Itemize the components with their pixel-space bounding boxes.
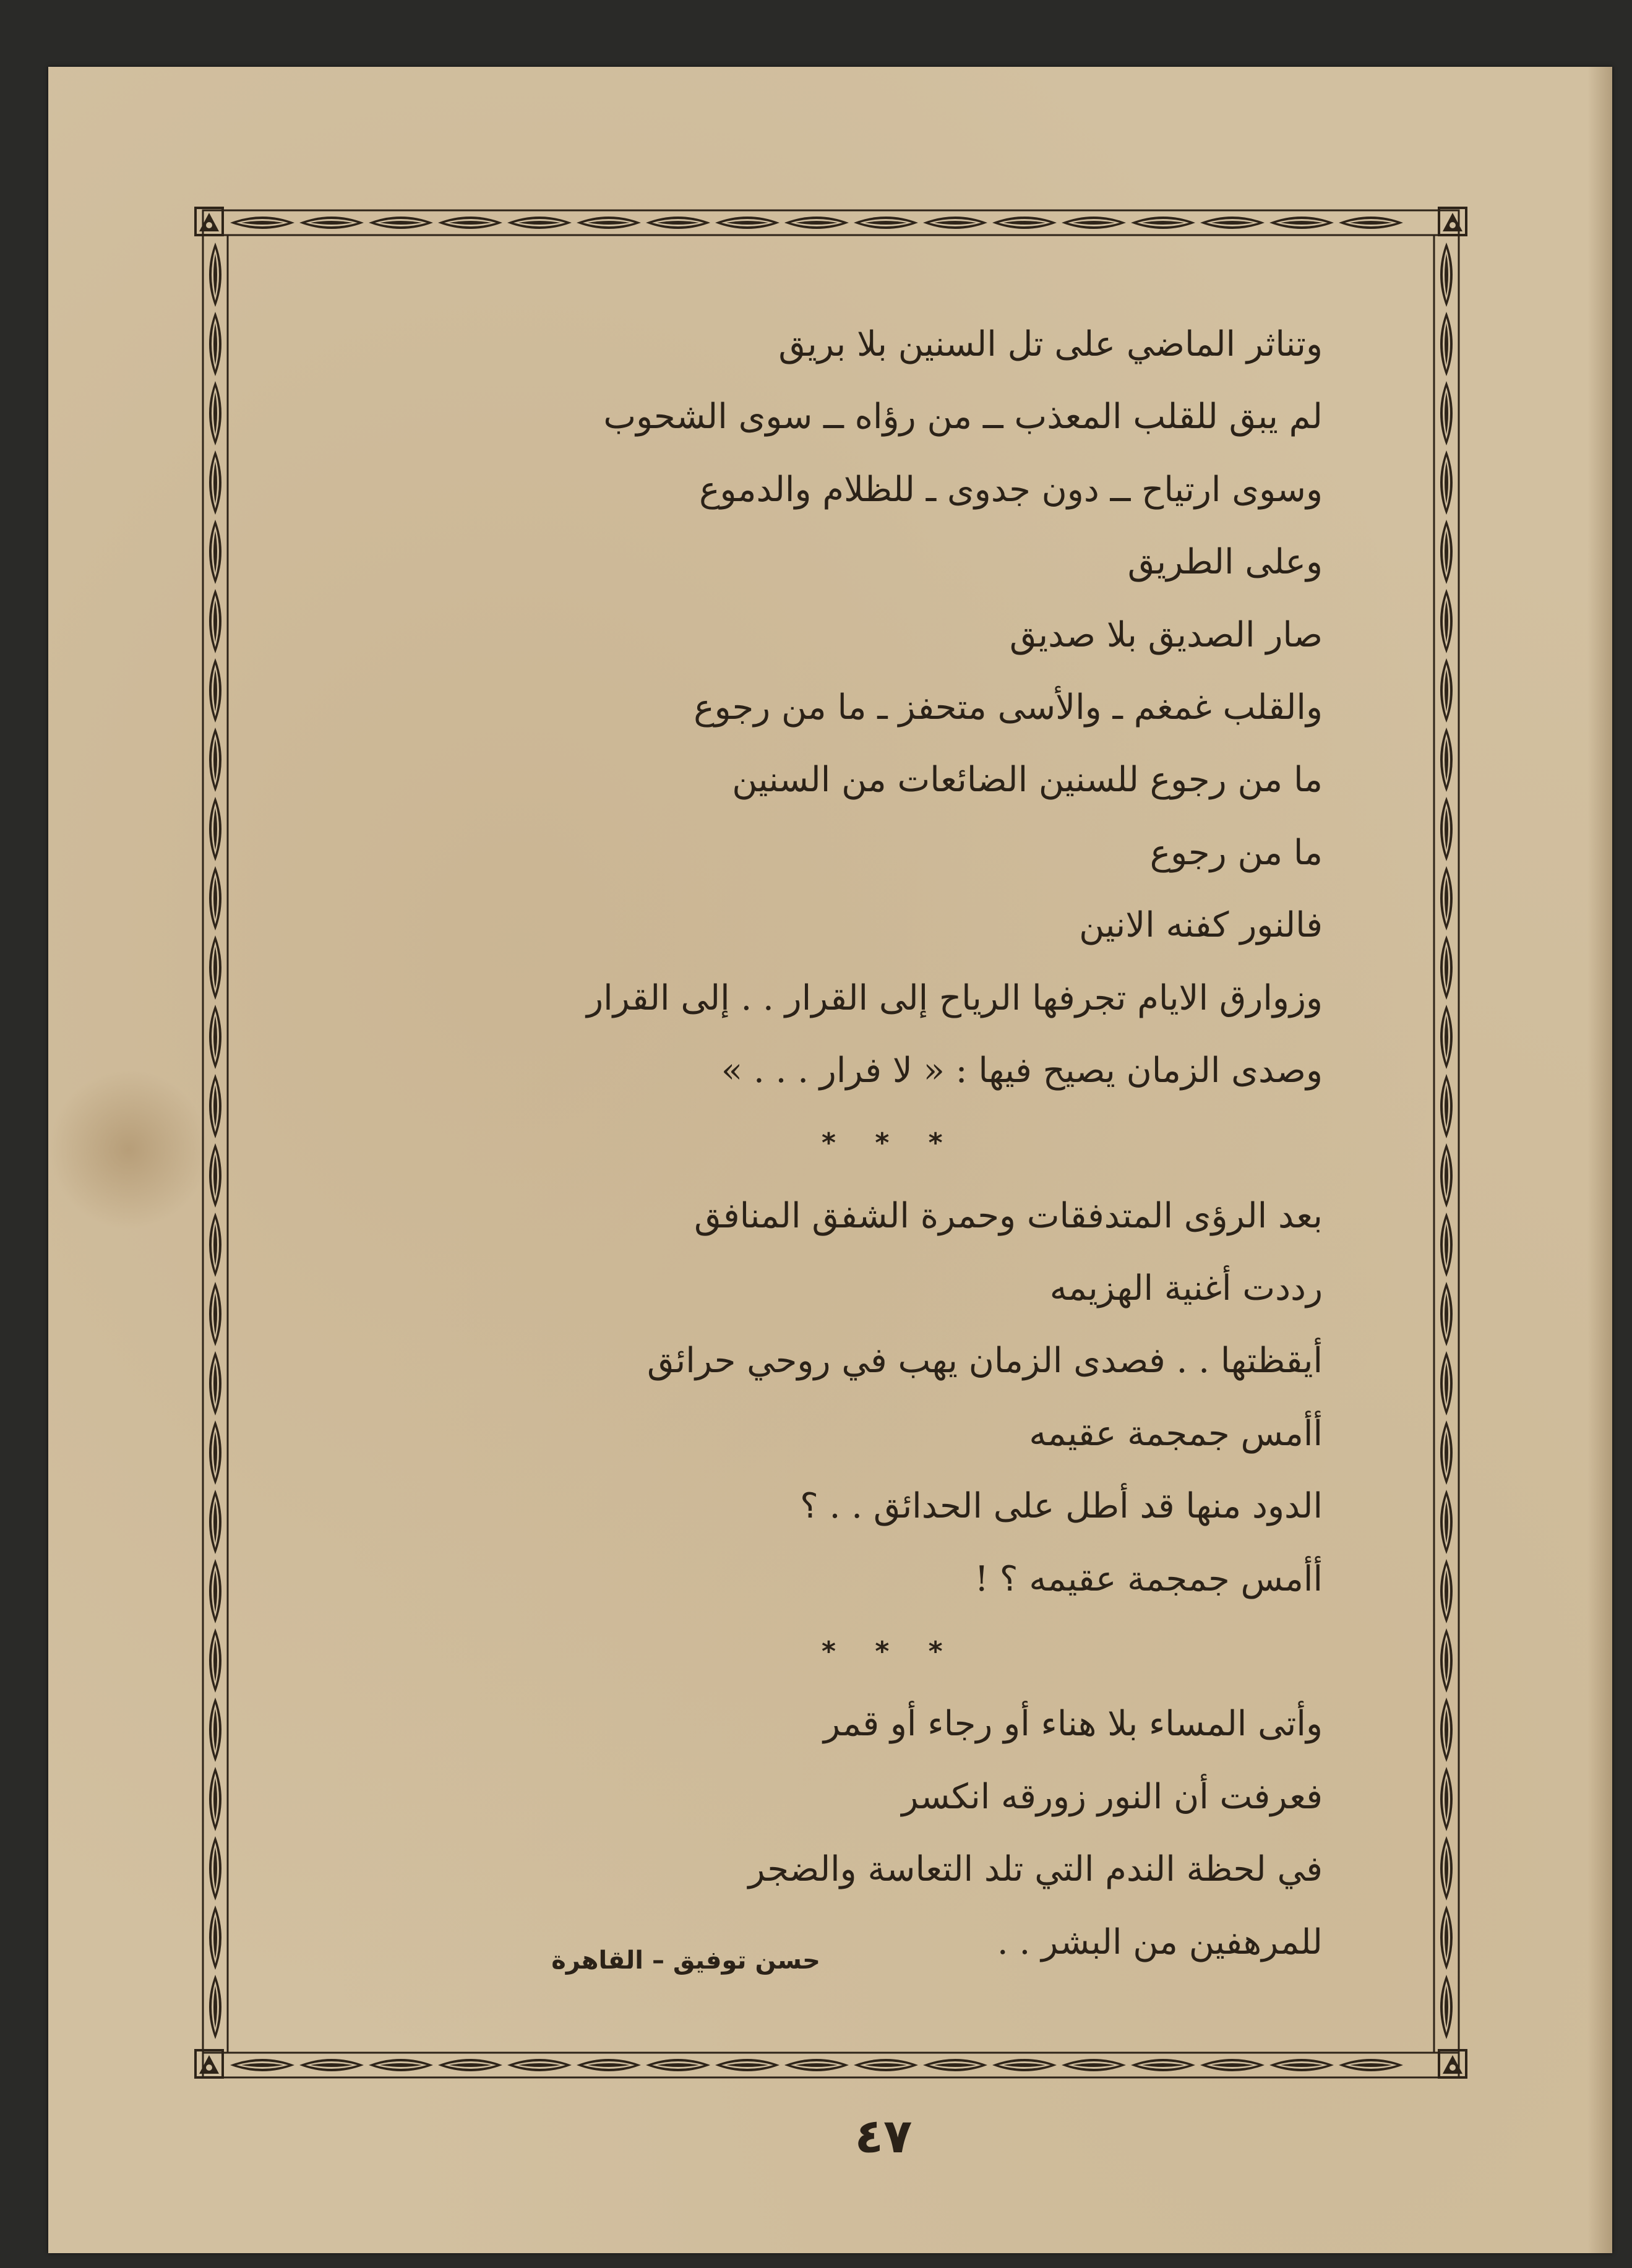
poem-line: صار الصديق بلا صديق [1009,614,1323,655]
poem-line: ما من رجوع [1149,832,1323,873]
frame-left-border [203,235,228,2053]
poem-line: رددت أغنية الهزيمه [1049,1268,1323,1309]
poem-line: ما من رجوع للسنين الضائعات من السنين [732,760,1323,801]
poem-line: الدود منها قد أطل على الحدائق . . ؟ [800,1486,1323,1527]
poem-line: للمرهفين من البشر . . [997,1922,1323,1962]
poem-line: والقلب غمغم ـ والأسى متحفز ـ ما من رجوع [694,687,1323,728]
poem-line: وتناثر الماضي على تل السنين بلا بريق [778,324,1323,364]
poem-line: وسوى ارتياح ــ دون جدوى ـ للظلام والدموع [699,469,1323,510]
poem-line: أأمس جمجمة عقيمه [1029,1413,1323,1454]
poem-line: في لحظة الندم التي تلد التعاسة والضجر [748,1849,1323,1890]
poem-line: أأمس جمجمة عقيمه ؟ ! [974,1558,1323,1599]
poem-line: وصدى الزمان يصيح فيها : « لا فرار . . . » [721,1050,1323,1091]
book-page [48,67,1612,2253]
author-signature: حسن توفيق – القاهرة [551,1946,820,1975]
stanza-separator: * * * [822,1636,958,1668]
poem-line: أيقظتها . . فصدى الزمان يهب في روحي حرائق [646,1341,1323,1381]
stanza-separator: * * * [822,1127,958,1159]
poem-line: وأتى المساء بلا هناء أو رجاء أو قمر [823,1704,1323,1745]
poem-line: فالنور كفنه الانين [1079,905,1323,946]
frame-bottom-border [203,2053,1459,2077]
poem-line: لم يبق للقلب المعذب ــ من رؤاه ــ سوى الشحوب [603,397,1323,437]
poem-text [457,308,1323,1978]
poem-line: فعرفت أن النور زورقه انكسر [901,1776,1323,1817]
page-number: ٤٧ [854,2108,913,2163]
poem-line: وعلى الطريق [1127,542,1323,583]
frame-right-border [1434,235,1459,2053]
poem-line: بعد الرؤى المتدفقات وحمرة الشفق المنافق [694,1195,1323,1236]
poem-line: وزوارق الايام تجرفها الرياح إلى القرار . . إلى القرار [586,977,1323,1018]
frame-top-border [203,210,1459,235]
